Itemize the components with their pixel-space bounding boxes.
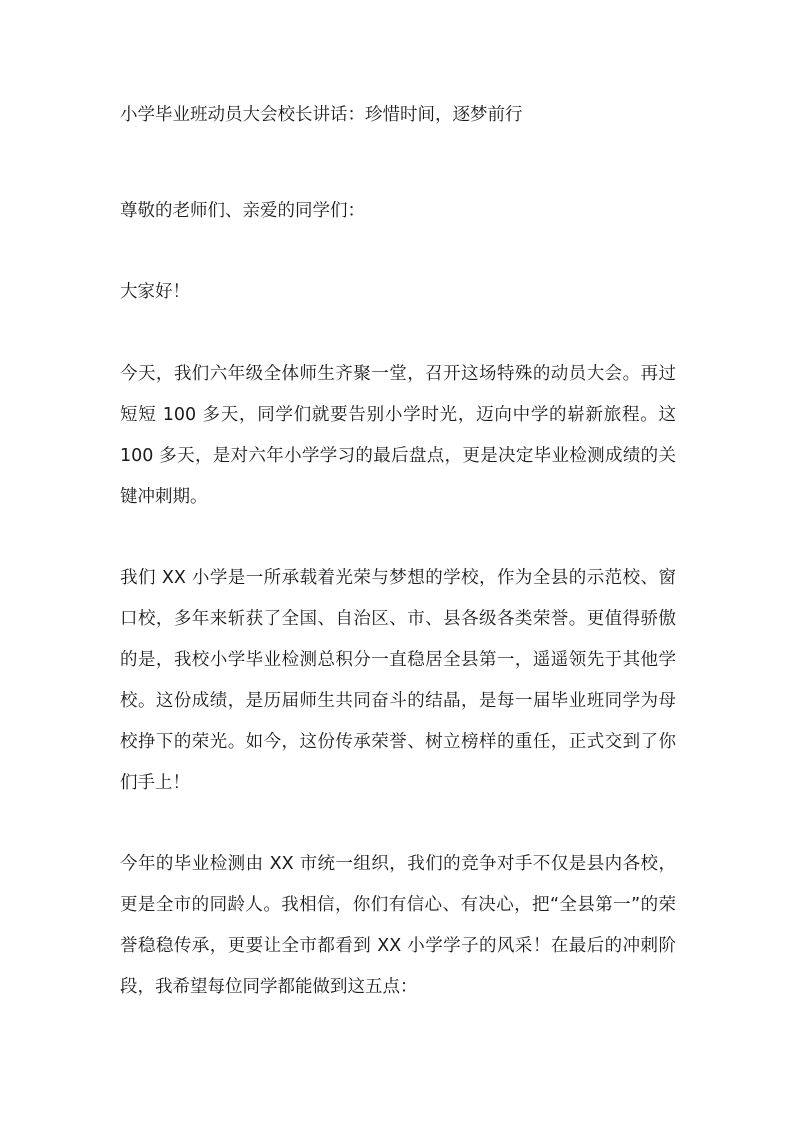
paragraph-school-honor: 我们 XX 小学是一所承载着光荣与梦想的学校，作为全县的示范校、窗口校，多年来斩获了全国、自治区、市、县各级各类荣誉。更值得骄傲的是，我校小学毕业检测总积分一直稳居全县第一，遥遥领先于其他学校。这份成绩，是历届师生共同奋斗的结晶，是每一届毕业班同学为母校挣下的荣光。如今，这份传承荣誉、树立榜样的重任，正式交到了你们手上！ [120,568,676,793]
document-title: 小学毕业班动员大会校长讲话：珍惜时间，逐梦前行 [120,105,523,125]
salutation: 尊敬的老师们、亲爱的同学们： [120,201,365,221]
paragraph-exam-challenge: 今年的毕业检测由 XX 市统一组织，我们的竞争对手不仅是县内各校，更是全市的同龄人。我相信，你们有信心、有决心，把“全县第一”的荣誉稳稳传承，更要让全市都看到 XX 小学学子的风采！在最后的冲刺阶段，我希望每位同学都能做到这五点： [120,854,676,997]
greeting: 大家好！ [120,282,190,302]
paragraph-opening: 今天，我们六年级全体师生齐聚一堂，召开这场特殊的动员大会。再过短短 100 多天，同学们就要告别小学时光，迈向中学的崭新旅程。这 100 多天，是对六年小学学习的最后盘点，更是决定毕业检测成绩的关键冲刺期。 [120,364,676,507]
document-page [120,101,676,1008]
